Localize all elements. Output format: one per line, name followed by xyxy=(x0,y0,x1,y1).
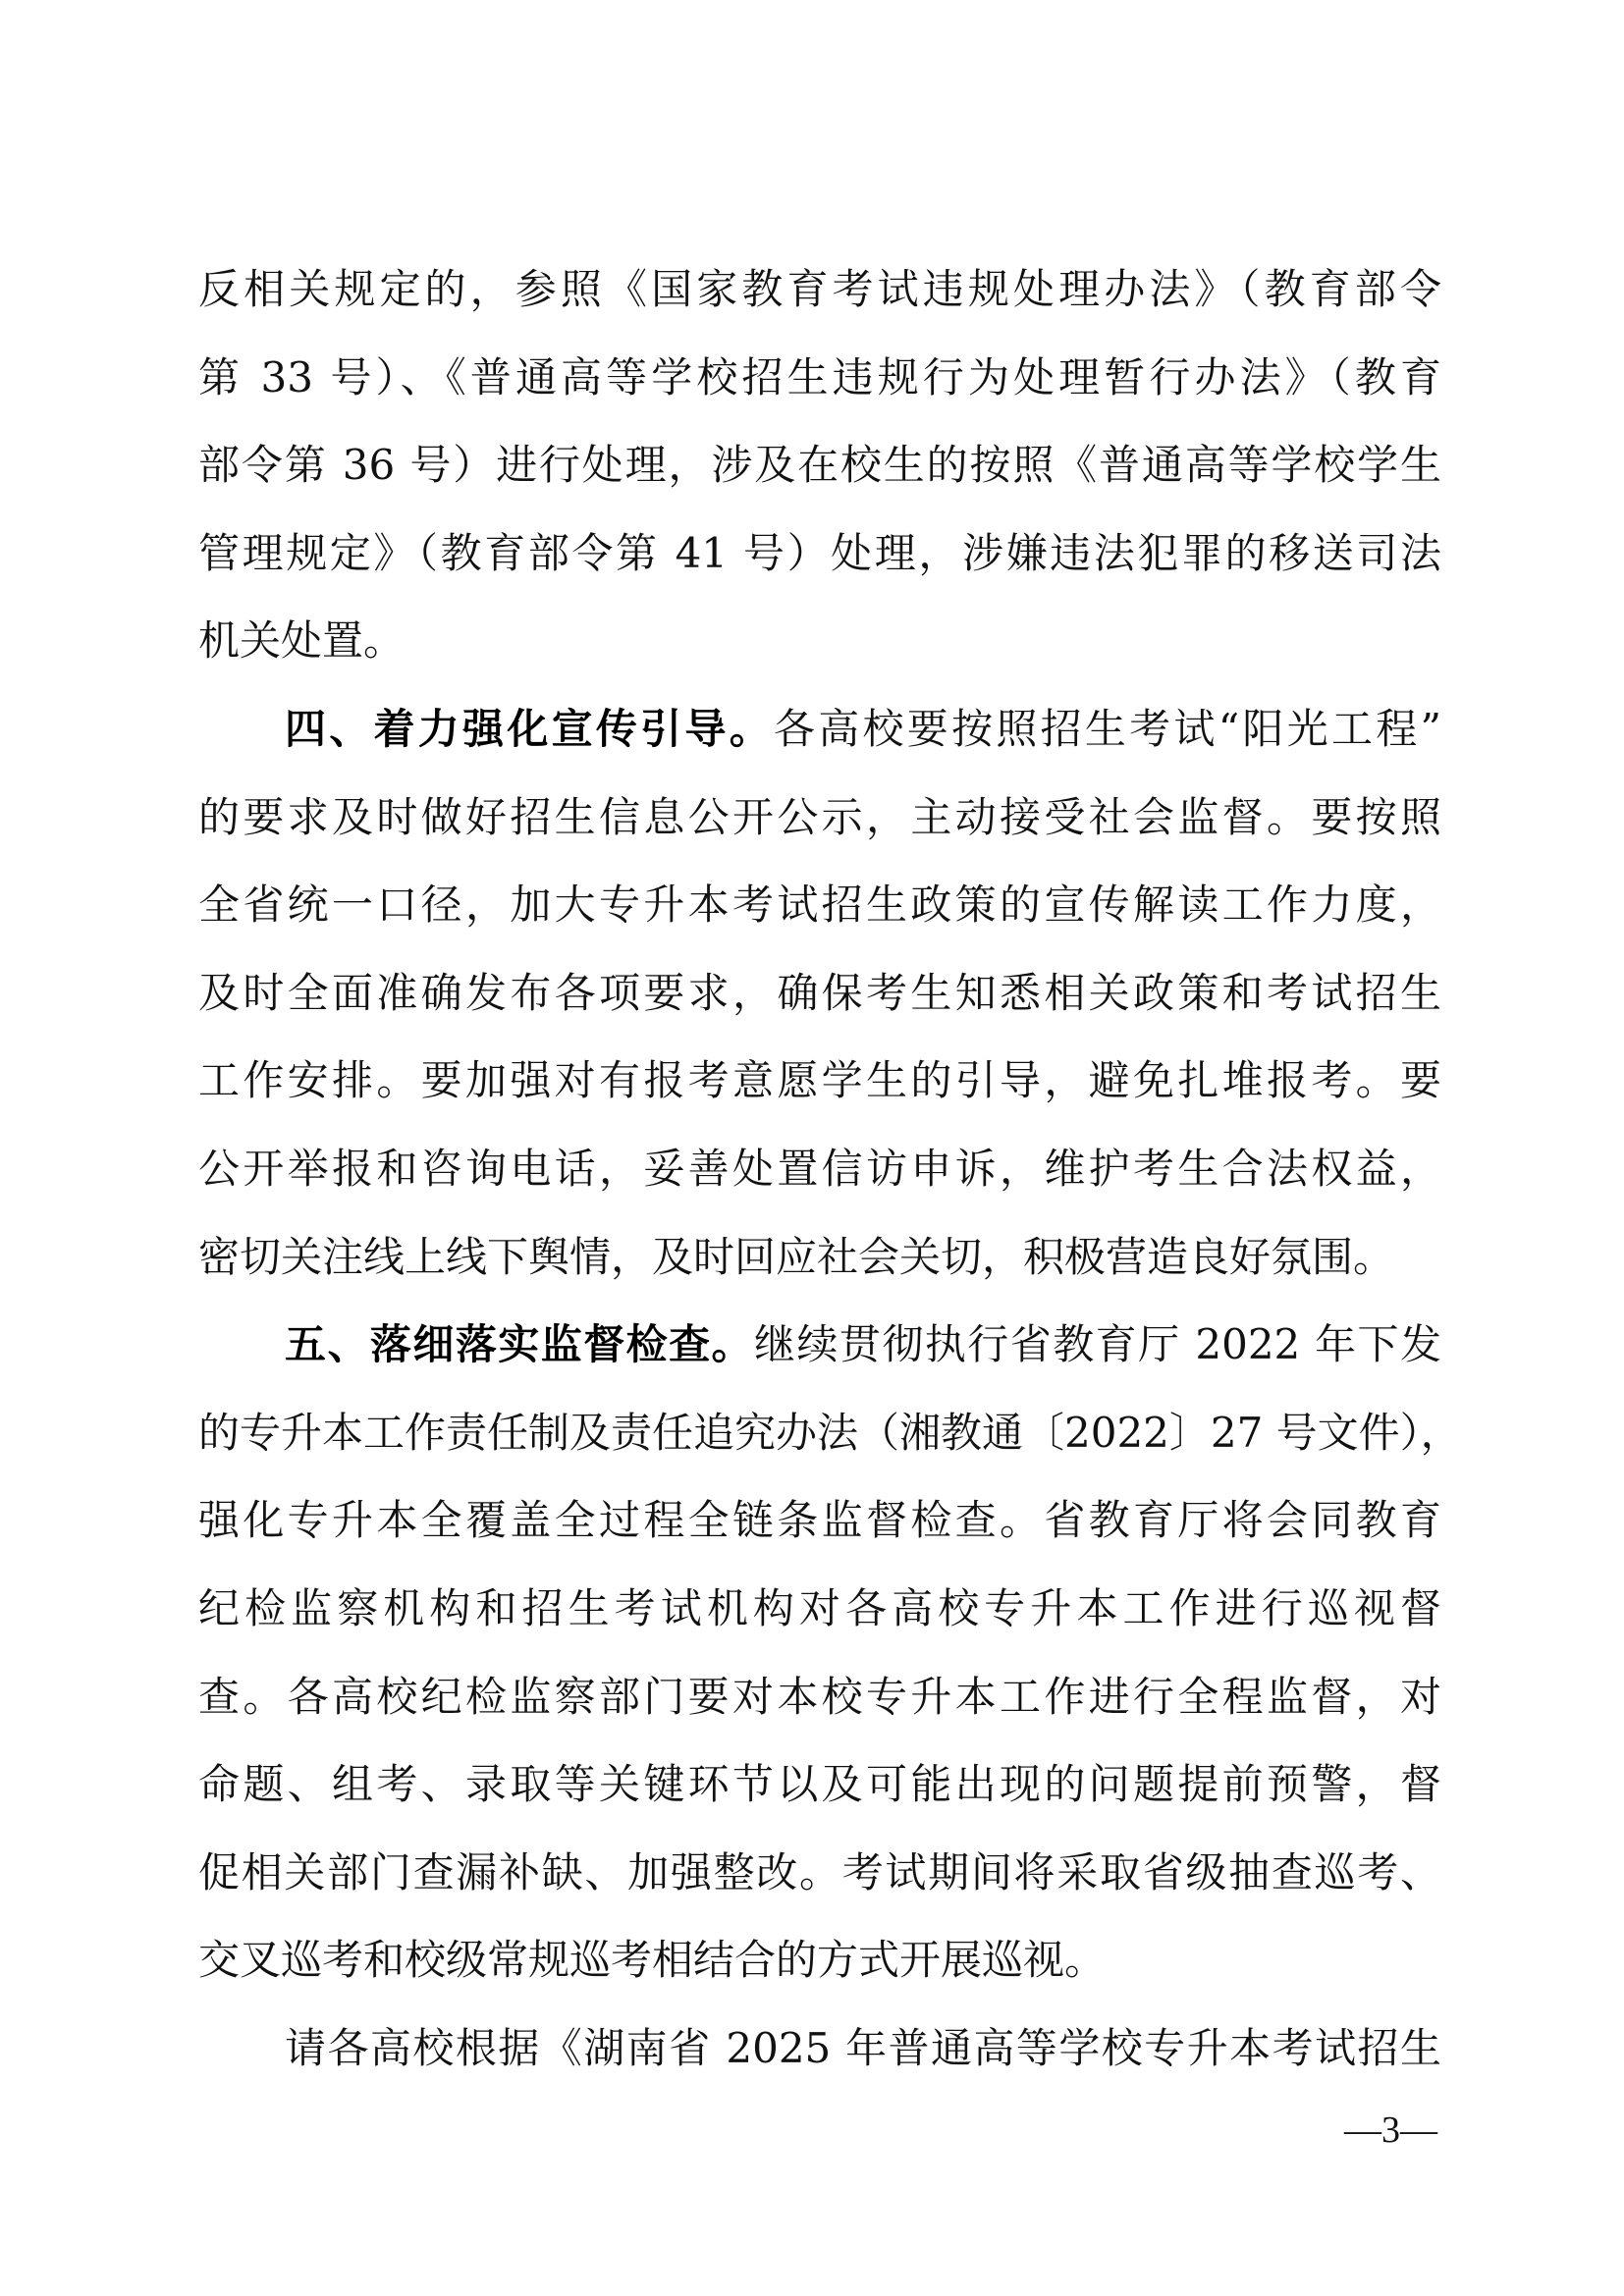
text-line: 交叉巡考和校级常规巡考相结合的方式开展巡视。 xyxy=(198,1936,1107,1985)
section-supervision-inspection xyxy=(198,1301,1462,2004)
text-line: 的要求及时做好招生信息公开公示，主动接受社会监督。要按照 xyxy=(198,792,1441,841)
section-first-line xyxy=(198,685,1441,774)
section-heading: 五、落细落实监督检查。 xyxy=(285,1320,755,1369)
text-line: 密切关注线上线下舆情，及时回应社会关切，积极营造良好氛围。 xyxy=(198,1232,1395,1281)
document-body xyxy=(198,245,1462,2092)
text-line: 管理规定》（教育部令第 41 号）处理，涉嫌违法犯罪的移送司法 xyxy=(198,528,1441,577)
text-line: 部令第 36 号）进行处理，涉及在校生的按照《普通高等学校学生 xyxy=(198,441,1441,490)
text-line: 强化专升本全覆盖全过程全链条监督检查。省教育厅将会同教育 xyxy=(198,1496,1441,1545)
paragraph-continuation xyxy=(198,245,1441,685)
section-first-line xyxy=(198,1301,1441,1389)
section-text: 继续贯彻执行省教育厅 2022 年下发 xyxy=(754,1320,1441,1369)
text-line: 及时全面准确发布各项要求，确保考生知悉相关政策和考试招生 xyxy=(198,968,1441,1017)
page-number: —3— xyxy=(1344,2109,1437,2151)
section-heading: 四、着力强化宣传引导。 xyxy=(285,704,774,753)
text-line: 纪检监察机构和招生考试机构对各高校专升本工作进行巡视督 xyxy=(198,1583,1441,1632)
section-text: 各高校要按照招生考试“阳光工程” xyxy=(773,704,1441,753)
text-line: 工作安排。要加强对有报考意愿学生的引导，避免扎堆报考。要 xyxy=(198,1056,1441,1105)
text-line: 全省统一口径，加大专升本考试招生政策的宣传解读工作力度， xyxy=(198,881,1441,930)
section-publicity-guidance xyxy=(198,685,1441,1301)
text-line: 查。各高校纪检监察部门要对本校专升本工作进行全程监督，对 xyxy=(198,1672,1441,1721)
text-line: 命题、组考、录取等关键环节以及可能出现的问题提前预警，督 xyxy=(198,1760,1441,1809)
text-line: 反相关规定的，参照《国家教育考试违规处理办法》（教育部令 xyxy=(198,265,1441,313)
text-line: 第 33 号）、《普通高等学校招生违规行为处理暂行办法》（教育 xyxy=(198,352,1441,401)
text-line: 机关处置。 xyxy=(198,616,406,666)
closing-paragraph xyxy=(198,2004,1441,2093)
text-line: 请各高校根据《湖南省 2025 年普通高等学校专升本考试招生 xyxy=(285,2023,1441,2072)
text-line: 公开举报和咨询电话，妥善处置信访申诉，维护考生合法权益， xyxy=(198,1144,1441,1193)
text-line: 的专升本工作责任制及责任追究办法（湘教通〔2022〕27 号文件）， xyxy=(198,1408,1462,1457)
text-line: 促相关部门查漏补缺、加强整改。考试期间将采取省级抽查巡考、 xyxy=(198,1847,1441,1896)
